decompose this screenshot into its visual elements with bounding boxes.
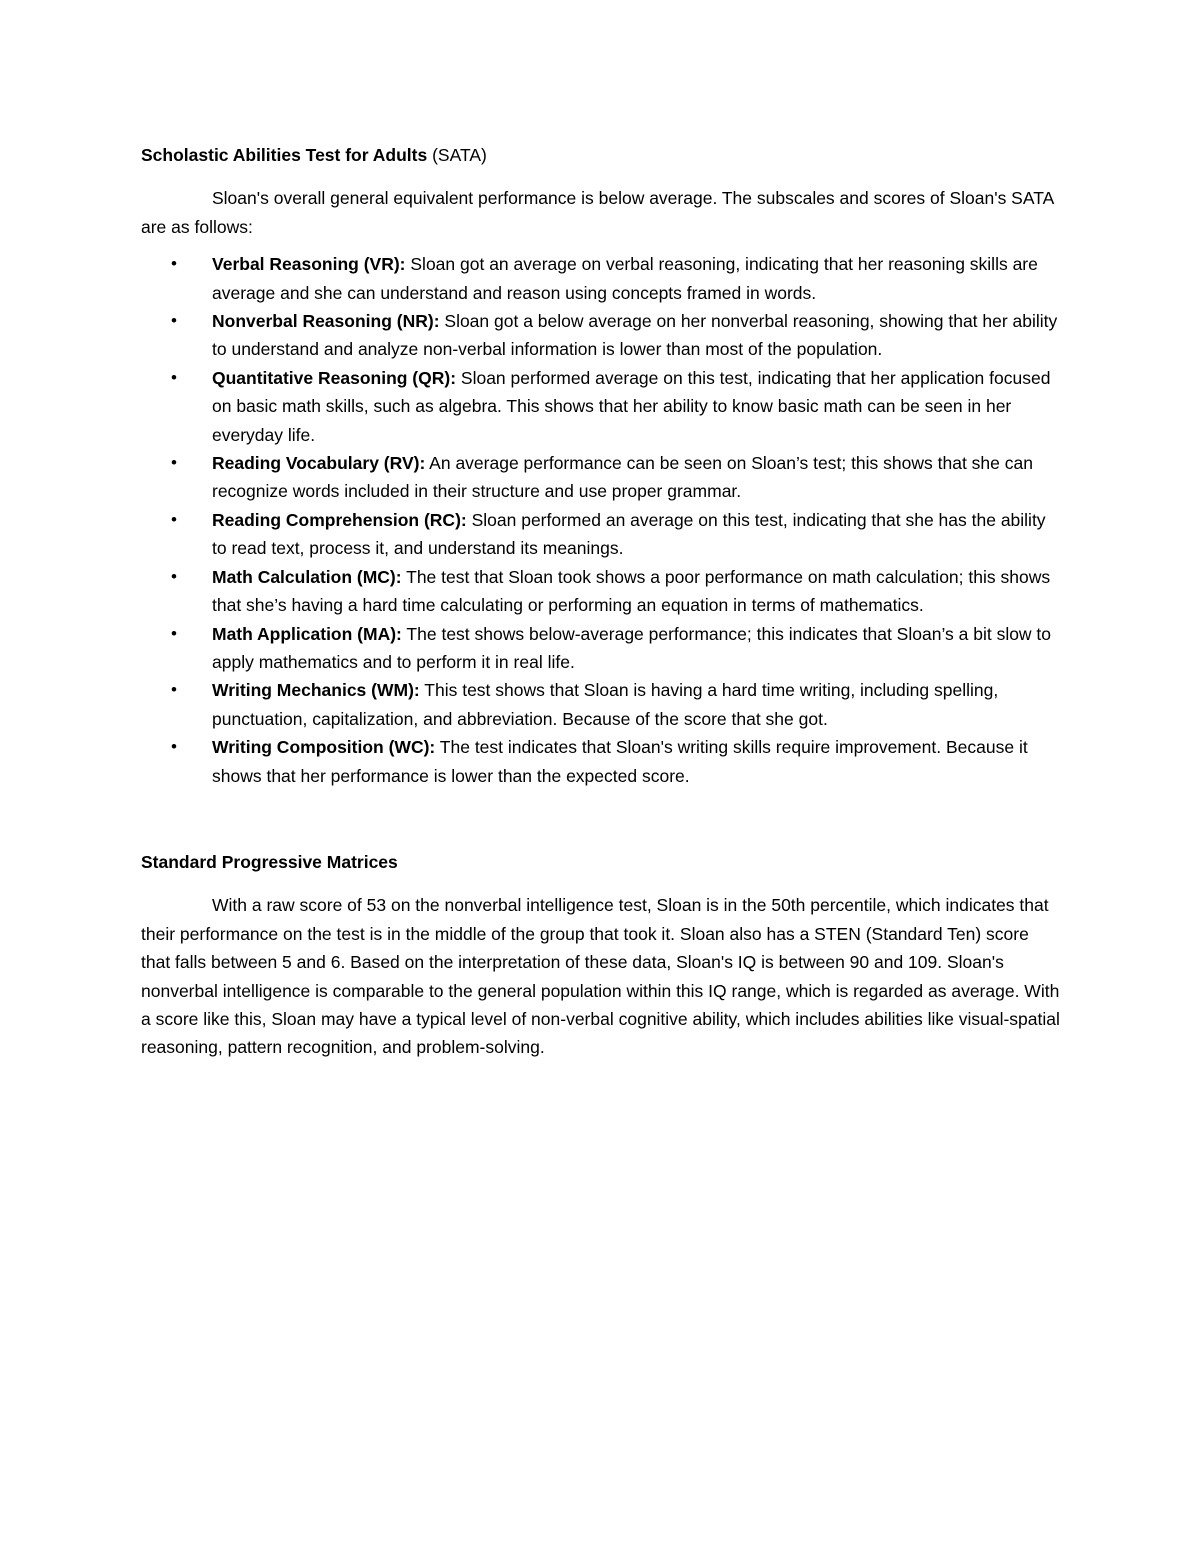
subscale-description: Sloan got an average on verbal reasoning, indicating that her reasoning skills are average and she can understand and reason using concepts framed in words. xyxy=(212,254,1038,303)
subscale-description: This test shows that Sloan is having a hard time writing, including spelling, punctuation, capitalization, and abbreviation. Because of the score that she got. xyxy=(212,680,999,729)
sata-section xyxy=(141,141,1061,790)
list-item xyxy=(141,250,1061,307)
list-item xyxy=(141,563,1061,620)
subscale-term: Nonverbal Reasoning (NR): xyxy=(212,311,440,332)
sata-intro-paragraph: Sloan's overall general equivalent performance is below average. The subscales and scores of Sloan's SATA are as follows: xyxy=(141,188,1054,237)
list-item xyxy=(141,676,1061,733)
bullet-icon: • xyxy=(171,566,177,586)
subscale-description: Sloan performed average on this test, indicating that her application focused on basic math skills, such as algebra. This shows that her ability to know basic math can be seen in her everyday life. xyxy=(212,367,1051,445)
subscale-term: Quantitative Reasoning (QR): xyxy=(212,367,457,388)
subscale-term: Reading Vocabulary (RV): xyxy=(212,453,426,474)
bullet-icon: • xyxy=(171,453,177,473)
spm-title: Standard Progressive Matrices xyxy=(141,851,398,872)
sata-title-abbreviation: (SATA) xyxy=(427,145,487,165)
list-item xyxy=(141,307,1061,364)
subscale-description: An average performance can be seen on Sloan’s test; this shows that she can recognize words included in their structure and use proper grammar. xyxy=(212,453,1033,502)
subscale-term: Verbal Reasoning (VR): xyxy=(212,254,406,275)
bullet-icon: • xyxy=(171,680,177,700)
sata-heading xyxy=(141,141,1061,169)
subscale-description: Sloan performed an average on this test, indicating that she has the ability to read text, process it, and understand its meanings. xyxy=(212,509,1046,559)
bullet-icon: • xyxy=(171,311,177,331)
list-item xyxy=(141,620,1061,677)
bullet-icon: • xyxy=(171,367,177,387)
subscale-term: Writing Composition (WC): xyxy=(212,737,436,758)
subscale-term: Reading Comprehension (RC): xyxy=(212,509,467,530)
spm-paragraph: With a raw score of 53 on the nonverbal intelligence test, Sloan is in the 50th percentile, which indicates that their performance on the test is in the middle of the group that took it. Sloan also has a STEN (Standard Ten) score that falls between 5 and 6. Based on the interpretation of these data, Sloan's IQ is between 90 and 109. Sloan's nonverbal intelligence is comparable to the general population within this IQ range, which is regarded as average. With a score like this, Sloan may have a typical level of non-verbal cognitive ability, which includes abilities like visual-spatial reasoning, pattern recognition, and problem-solving. xyxy=(141,895,1060,1058)
spm-heading xyxy=(141,848,1061,876)
bullet-icon: • xyxy=(171,509,177,529)
list-item xyxy=(141,449,1061,506)
subscale-description: The test shows below-average performance; this indicates that Sloan’s a bit slow to apply mathematics and to perform it in real life. xyxy=(212,623,1052,672)
spm-section xyxy=(141,848,1061,1062)
sata-subscale-list xyxy=(141,250,1061,790)
subscale-term: Math Application (MA): xyxy=(212,623,402,644)
list-item xyxy=(141,733,1061,790)
list-item xyxy=(141,364,1061,449)
subscale-term: Writing Mechanics (WM): xyxy=(212,680,420,701)
list-item xyxy=(141,506,1061,563)
document-body xyxy=(141,141,1061,1062)
subscale-description: The test that Sloan took shows a poor performance on math calculation; this shows that she’s having a hard time calculating or performing an equation in terms of mathematics. xyxy=(212,566,1051,616)
subscale-description: Sloan got a below average on her nonverbal reasoning, showing that her ability to understand and analyze non-verbal information is lower than most of the population. xyxy=(212,311,1058,360)
bullet-icon: • xyxy=(171,737,177,757)
sata-title: Scholastic Abilities Test for Adults xyxy=(141,145,428,165)
bullet-icon: • xyxy=(171,623,177,643)
bullet-icon: • xyxy=(171,254,177,274)
subscale-description: The test indicates that Sloan's writing skills require improvement. Because it shows that her performance is lower than the expected score. xyxy=(212,737,1028,786)
subscale-term: Math Calculation (MC): xyxy=(212,566,402,587)
